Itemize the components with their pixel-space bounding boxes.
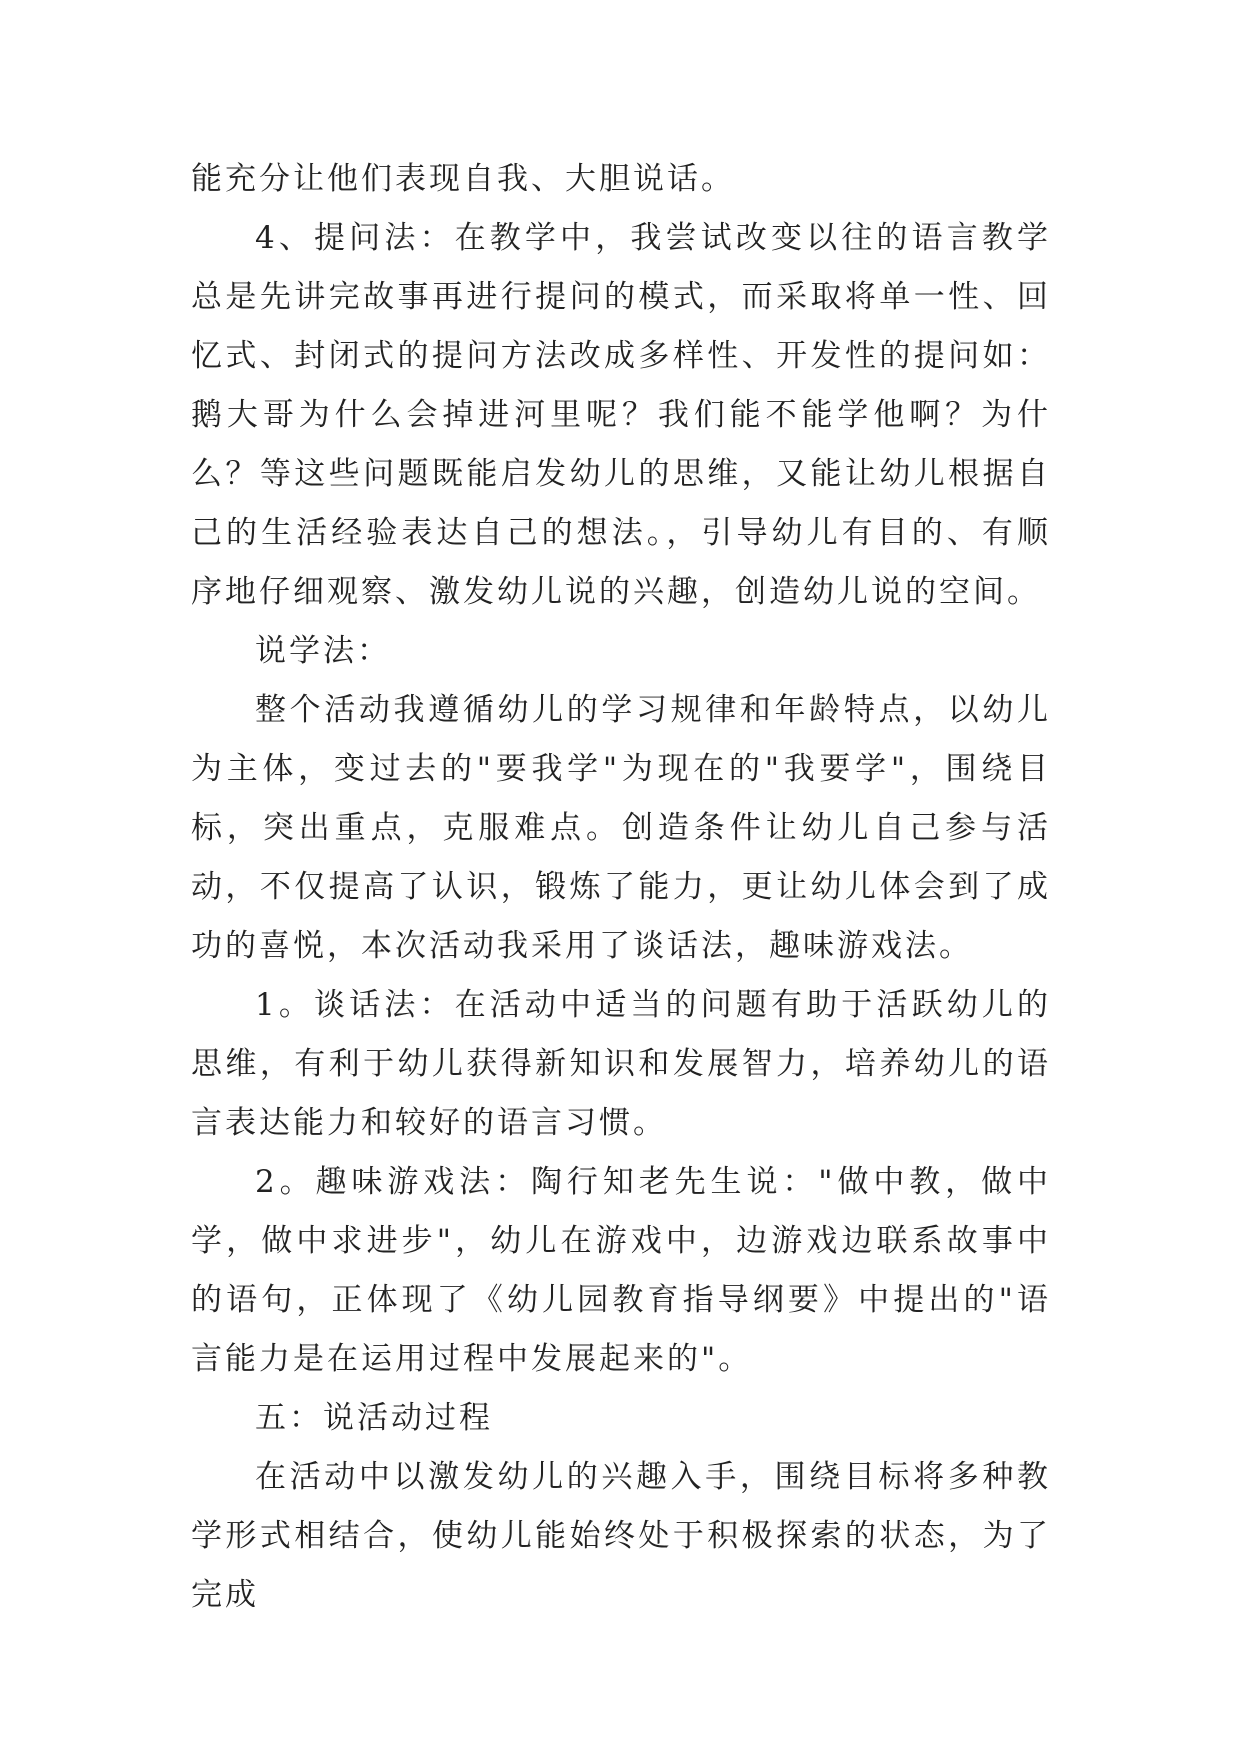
paragraph-continuation: 能充分让他们表现自我、大胆说话。: [191, 161, 735, 197]
heading-activity-process: 五：说活动过程: [255, 1400, 493, 1436]
paragraph-learning-overview: 整个活动我遵循幼儿的学习规律和年龄特点，以幼儿为主体，变过去的"要我学"为现在的"我要学"，围绕目标，突出重点，克服难点。创造条件让幼儿自己参与活动，不仅提高了认识，锻炼了能力，更让幼儿体会到了成功的喜悦，本次活动我采用了谈话法，趣味游戏法。: [191, 692, 1051, 964]
heading-learning-methods: 说学法：: [255, 633, 391, 669]
paragraph-questioning-method: 4、提问法：在教学中，我尝试改变以往的语言教学总是先讲完故事再进行提问的模式，而采取将单一性、回忆式、封闭式的提问方法改成多样性、开发性的提问如：鹅大哥为什么会掉进河里呢？我们能不能学他啊？为什么？等这些问题既能启发幼儿的思维，又能让幼儿根据自己的生活经验表达自己的想法。，引导幼儿有目的、有顺序地仔细观察、激发幼儿说的兴趣，创造幼儿说的空间。: [191, 220, 1051, 610]
paragraph-conversation-method: 1。谈话法：在活动中适当的问题有助于活跃幼儿的思维，有利于幼儿获得新知识和发展智力，培养幼儿的语言表达能力和较好的语言习惯。: [191, 987, 1051, 1141]
paragraph-activity-process: 在活动中以激发幼儿的兴趣入手，围绕目标将多种教学形式相结合，使幼儿能始终处于积极探索的状态，为了完成: [191, 1459, 1051, 1613]
paragraph-game-method: 2。趣味游戏法：陶行知老先生说："做中教，做中学，做中求进步"，幼儿在游戏中，边游戏边联系故事中的语句，正体现了《幼儿园教育指导纲要》中提出的"语言能力是在运用过程中发展起来的"。: [191, 1164, 1051, 1377]
document-body: [191, 150, 1051, 1625]
